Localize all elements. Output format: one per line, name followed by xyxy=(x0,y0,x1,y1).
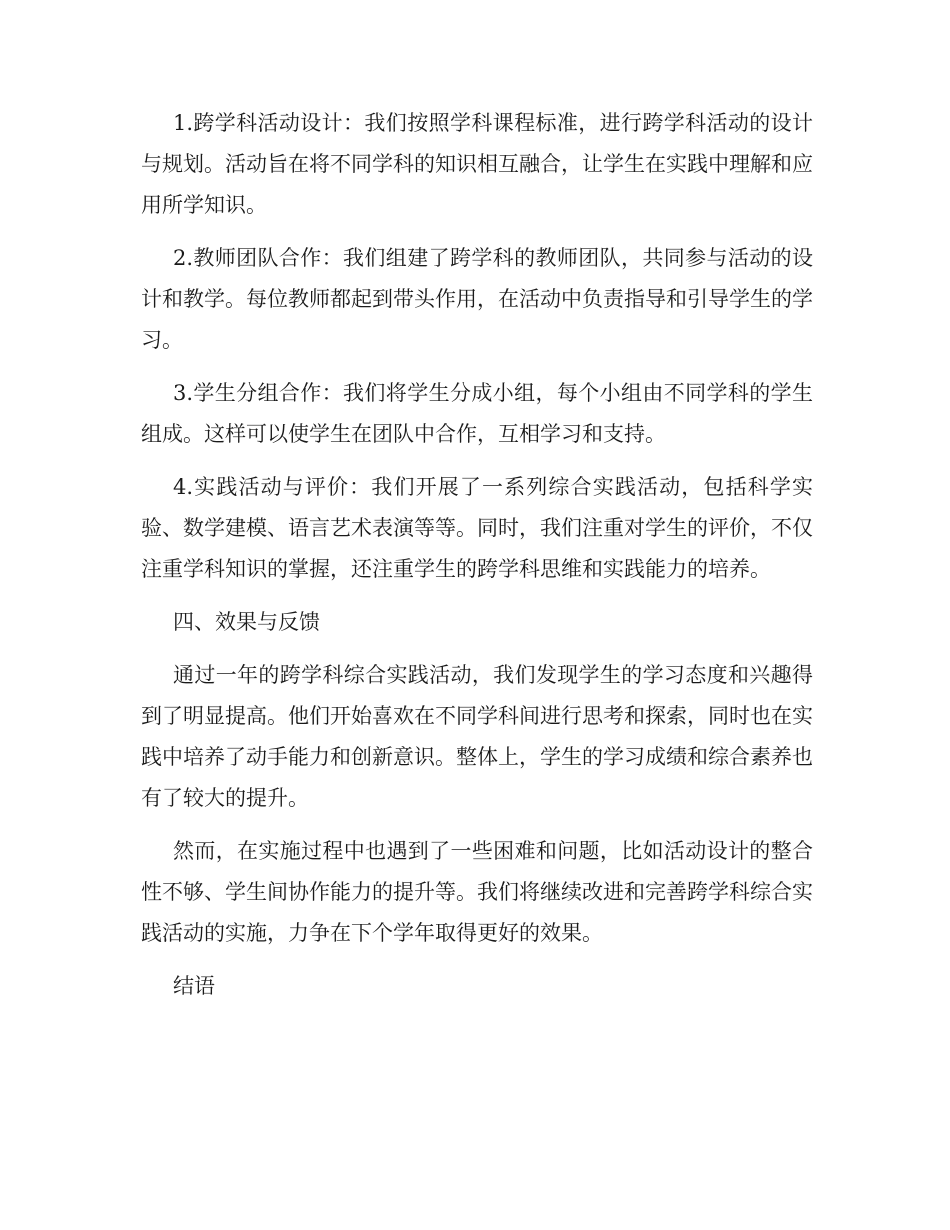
paragraph-teacher-team: 2.教师团队合作：我们组建了跨学科的教师团队，共同参与活动的设计和教学。每位教师都起到带头作用，在活动中负责指导和引导学生的学习。 xyxy=(141,246,813,352)
closing-heading: 结语 xyxy=(173,974,215,998)
document-body xyxy=(141,103,813,1019)
paragraph-student-groups: 3.学生分组合作：我们将学生分成小组，每个小组由不同学科的学生组成。这样可以使学生在团队中合作，互相学习和支持。 xyxy=(141,381,813,446)
paragraph-problems: 然而，在实施过程中也遇到了一些困难和问题，比如活动设计的整合性不够、学生间协作能力的提升等。我们将继续改进和完善跨学科综合实践活动的实施，力争在下个学年取得更好的效果。 xyxy=(141,839,813,945)
paragraph-practice-evaluation: 4.实践活动与评价：我们开展了一系列综合实践活动，包括科学实验、数学建模、语言艺术表演等等。同时，我们注重对学生的评价，不仅注重学科知识的掌握，还注重学生的跨学科思维和实践能力的培养。 xyxy=(141,475,813,581)
section-heading-results: 四、效果与反馈 xyxy=(173,610,320,634)
paragraph-activity-design: 1.跨学科活动设计：我们按照学科课程标准，进行跨学科活动的设计与规划。活动旨在将不同学科的知识相互融合，让学生在实践中理解和应用所学知识。 xyxy=(141,111,813,217)
paragraph-results: 通过一年的跨学科综合实践活动，我们发现学生的学习态度和兴趣得到了明显提高。他们开始喜欢在不同学科间进行思考和探索，同时也在实践中培养了动手能力和创新意识。整体上，学生的学习成绩和综合素养也有了较大的提升。 xyxy=(141,663,813,810)
